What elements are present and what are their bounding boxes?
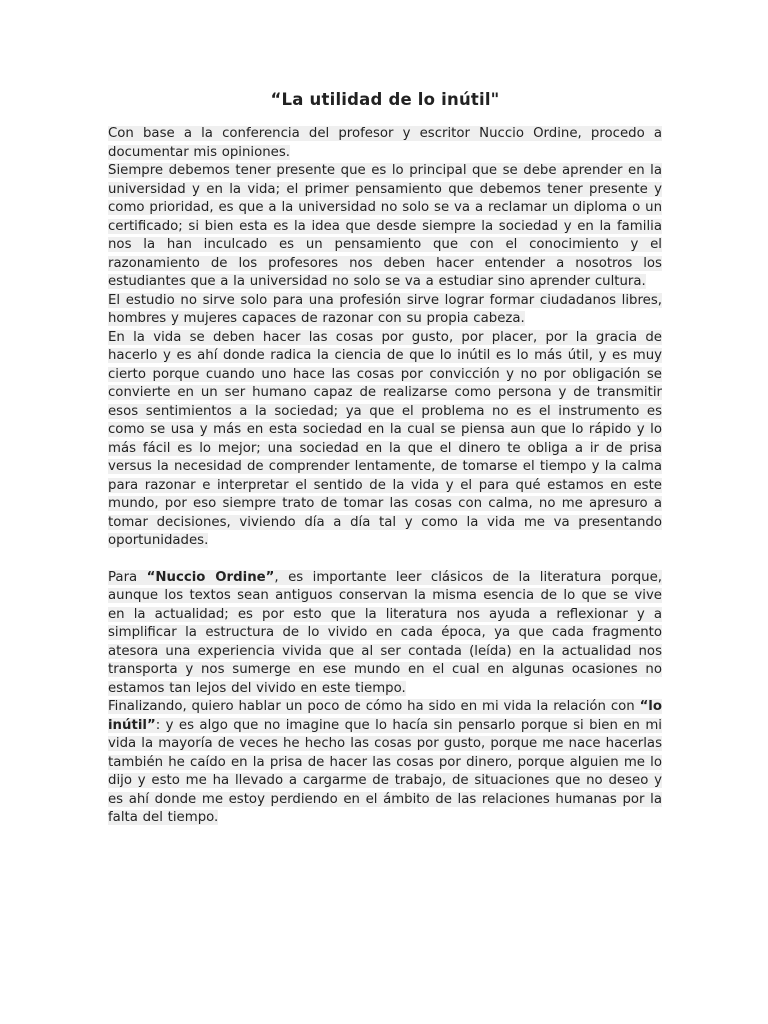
paragraph-conclusion-after: : y es algo que no imagine que lo hacía sin pensarlo porque si bien en mi vida la mayoría de veces he hecho las cosas por gusto, porque me nace hacerlas también he caído en la prisa de hacer las cosas por dinero, porque alguien me lo dijo y esto me ha llevado a cargarme de trabajo, de situaciones que no deseo y es ahí donde me estoy perdiendo en el ámbito de las relaciones humanas por la falta del tiempo. bbox=[108, 717, 662, 825]
paragraph-literature-before: Para bbox=[108, 569, 147, 585]
paragraph-intro bbox=[108, 125, 662, 162]
paragraph-life-text: En la vida se deben hacer las cosas por gusto, por placer, por la gracia de hacerlo y es ahí donde radica la ciencia de que lo inútil es lo más útil, y es muy cierto porque cuando uno hace las cosas por convicción y no por obligación se convierte en un ser humano capaz de realizarse como persona y de transmitir esos sentimientos a la sociedad; ya que el problema no es el instrumento es como se usa y más en esta sociedad en la cual se piensa aun que lo rápido y lo más fácil es lo mejor; una sociedad en la que el dinero te obliga a ir de prisa versus la necesidad de comprender lentamente, de tomarse el tiempo y la calma para razonar e interpretar el sentido de la vida y el para qué estamos en este mundo, por eso siempre trato de tomar las cosas con calma, no me apresuro a tomar decisiones, viviendo día a día tal y como la vida me va presentando oportunidades. bbox=[108, 329, 662, 548]
paragraph-conclusion-bold: “lo inútil” bbox=[108, 699, 662, 733]
document-page bbox=[108, 90, 662, 828]
paragraph-intro-text: Con base a la conferencia del profesor y escritor Nuccio Ordine, procedo a documentar mis opiniones. bbox=[108, 126, 662, 160]
paragraph-literature-after: , es importante leer clásicos de la literatura porque, aunque los textos sean antiguos conservan la misma esencia de lo que se vive en la actualidad; es por esto que la literatura nos ayuda a reflexionar y a simplificar la estructura de lo vivido en cada época, ya que cada fragmento atesora una experiencia vivida que al ser contada (leída) en la actualidad nos transporta y nos sumerge en ese mundo en el cual en algunas ocasiones no estamos tan lejos del vivido en este tiempo. bbox=[108, 569, 662, 696]
paragraph-university-text: Siempre debemos tener presente que es lo principal que se debe aprender en la universidad y en la vida; el primer pensamiento que debemos tener presente y como prioridad, es que a la universidad no solo se va a reclamar un diploma o un certificado; si bien esta es la idea que desde siempre la sociedad y en la familia nos la han inculcado es un pensamiento que con el conocimiento y el razonamiento de los profesores nos deben hacer entender a nosotros los estudiantes que a la universidad no solo se va a estudiar sino aprender cultura. bbox=[108, 163, 662, 289]
paragraph-study bbox=[108, 292, 662, 329]
document-title: “La utilidad de lo inútil" bbox=[270, 90, 500, 109]
paragraph-university bbox=[108, 162, 662, 292]
paragraph-life bbox=[108, 329, 662, 551]
paragraph-study-text: El estudio no sirve solo para una profesión sirve lograr formar ciudadanos libres, hombres y mujeres capaces de razonar con su propia cabeza. bbox=[108, 292, 662, 326]
paragraph-literature bbox=[108, 569, 662, 699]
paragraph-conclusion-before: Finalizando, quiero hablar un poco de cómo ha sido en mi vida la relación con bbox=[108, 699, 640, 714]
paragraph-gap bbox=[108, 551, 662, 569]
paragraph-literature-bold: “Nuccio Ordine” bbox=[146, 569, 275, 585]
paragraph-conclusion bbox=[108, 698, 662, 828]
